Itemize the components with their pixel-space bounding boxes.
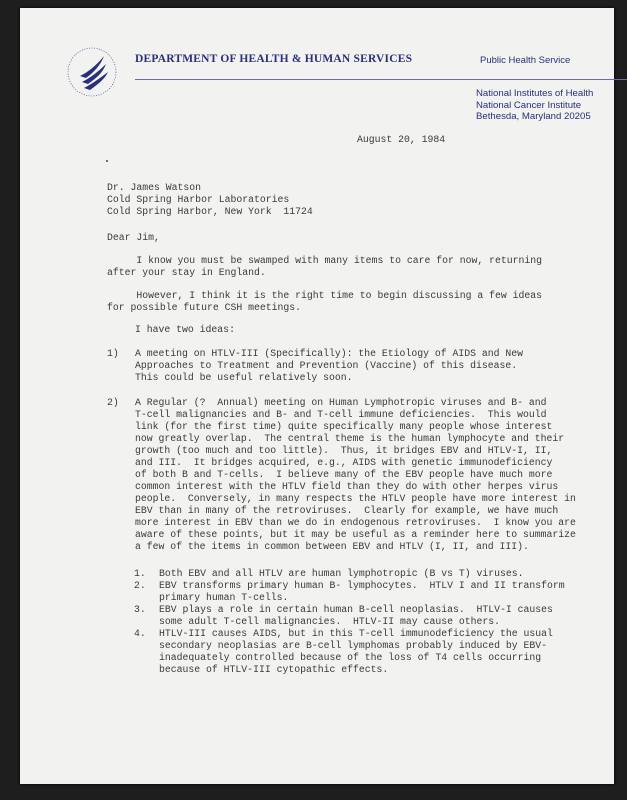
institution-line: Bethesda, Maryland 20205 — [476, 111, 591, 122]
point-line: Both EBV and all HTLV are human lymphotropic (B vs T) viruses. — [159, 568, 524, 579]
point-line: HTLV-III causes AIDS, but in this T-cell immunodeficiency the usual — [159, 628, 553, 639]
letterhead-rule — [135, 79, 627, 80]
idea-line: of both B and T-cells. I believe many of the EBV people have much more — [135, 469, 553, 480]
idea-line: a few of the items in common between EBV and HTLV (I, II, and III). — [135, 541, 529, 552]
letter-date: August 20, 1984 — [357, 134, 446, 145]
address-line: Cold Spring Harbor, New York 11724 — [107, 206, 313, 217]
idea-line: common interest with the HTLV field than they do with other herpes virus — [135, 481, 559, 492]
point-text — [159, 628, 553, 676]
idea-line: now greatly overlap. The central theme is the human lymphocyte and their — [135, 433, 565, 444]
paragraph: I have two ideas: — [135, 324, 235, 335]
point-line: secondary neoplasias are B-cell lymphomas probably induced by EBV- — [159, 640, 548, 651]
idea-line: This could be useful relatively soon. — [135, 372, 353, 383]
paragraph-line: I know you must be swamped with many items to care for now, returning — [107, 255, 543, 266]
address-line: Dr. James Watson — [107, 182, 202, 193]
point-marker: 4. — [134, 628, 146, 639]
idea-text — [135, 397, 576, 553]
address-line: Cold Spring Harbor Laboratories — [107, 194, 290, 205]
recipient-address — [107, 182, 313, 218]
paragraph-line: for possible future CSH meetings. — [107, 302, 302, 313]
idea-line: people. Conversely, in many respects the HTLV people have more interest in — [135, 493, 576, 504]
idea-line: aware of these points, but it may be useful as a reminder here to summarize — [135, 529, 576, 540]
point-text — [159, 604, 553, 628]
department-name: DEPARTMENT OF HEALTH & HUMAN SERVICES — [135, 53, 413, 65]
point-marker: 3. — [134, 604, 146, 615]
hhs-seal-logo — [66, 46, 118, 98]
point-text — [159, 580, 565, 604]
idea-line: more interest in EBV than we do in endogenous retroviruses. I know you are — [135, 517, 576, 528]
point-line: EBV plays a role in certain human B-cell neoplasias. HTLV-I causes — [159, 604, 553, 615]
paragraph — [107, 255, 542, 279]
point-line: EBV transforms primary human B- lymphocytes. HTLV I and II transform — [159, 580, 565, 591]
idea-line: T-cell malignancies and B- and T-cell immune deficiencies. This would — [135, 409, 547, 420]
idea-line: Approaches to Treatment and Prevention (Vaccine) of this disease. — [135, 360, 518, 371]
idea-line: growth (too much and too little). Thus, it bridges EBV and HTLV-I, II, — [135, 445, 553, 456]
paragraph-line: after your stay in England. — [107, 267, 266, 278]
stray-mark — [106, 160, 108, 162]
idea-marker: 1) — [107, 348, 119, 359]
idea-marker: 2) — [107, 397, 119, 408]
institution-line: National Institutes of Health — [476, 88, 594, 99]
point-line: primary human T-cells. — [159, 592, 289, 603]
point-marker: 2. — [134, 580, 146, 591]
idea-line: link (for the first time) quite specifically many people whose interest — [135, 421, 553, 432]
service-name: Public Health Service — [480, 55, 571, 66]
point-line: inadequately controlled because of the loss of T4 cells occurring — [159, 652, 542, 663]
idea-line: and III. It bridges acquired, e.g., AIDS with genetic immunodeficiency — [135, 457, 553, 468]
institution-line: National Cancer Institute — [476, 99, 582, 111]
point-marker: 1. — [134, 568, 146, 579]
point-line: some adult T-cell malignancies. HTLV-II may cause others. — [159, 616, 500, 627]
idea-text — [135, 348, 523, 384]
paragraph-line: However, I think it is the right time to begin discussing a few ideas — [107, 290, 543, 301]
paragraph — [107, 290, 542, 314]
salutation: Dear Jim, — [107, 232, 160, 243]
point-text — [159, 568, 524, 580]
point-line: because of HTLV-III cytopathic effects. — [159, 664, 389, 675]
idea-line: A meeting on HTLV-III (Specifically): the Etiology of AIDS and New — [135, 348, 524, 359]
institution-address — [476, 88, 593, 123]
idea-line: EBV than in many of the retroviruses. Clearly for example, we have much — [135, 505, 559, 516]
idea-line: A Regular (? Annual) meeting on Human Lymphotropic viruses and B- and — [135, 397, 547, 408]
